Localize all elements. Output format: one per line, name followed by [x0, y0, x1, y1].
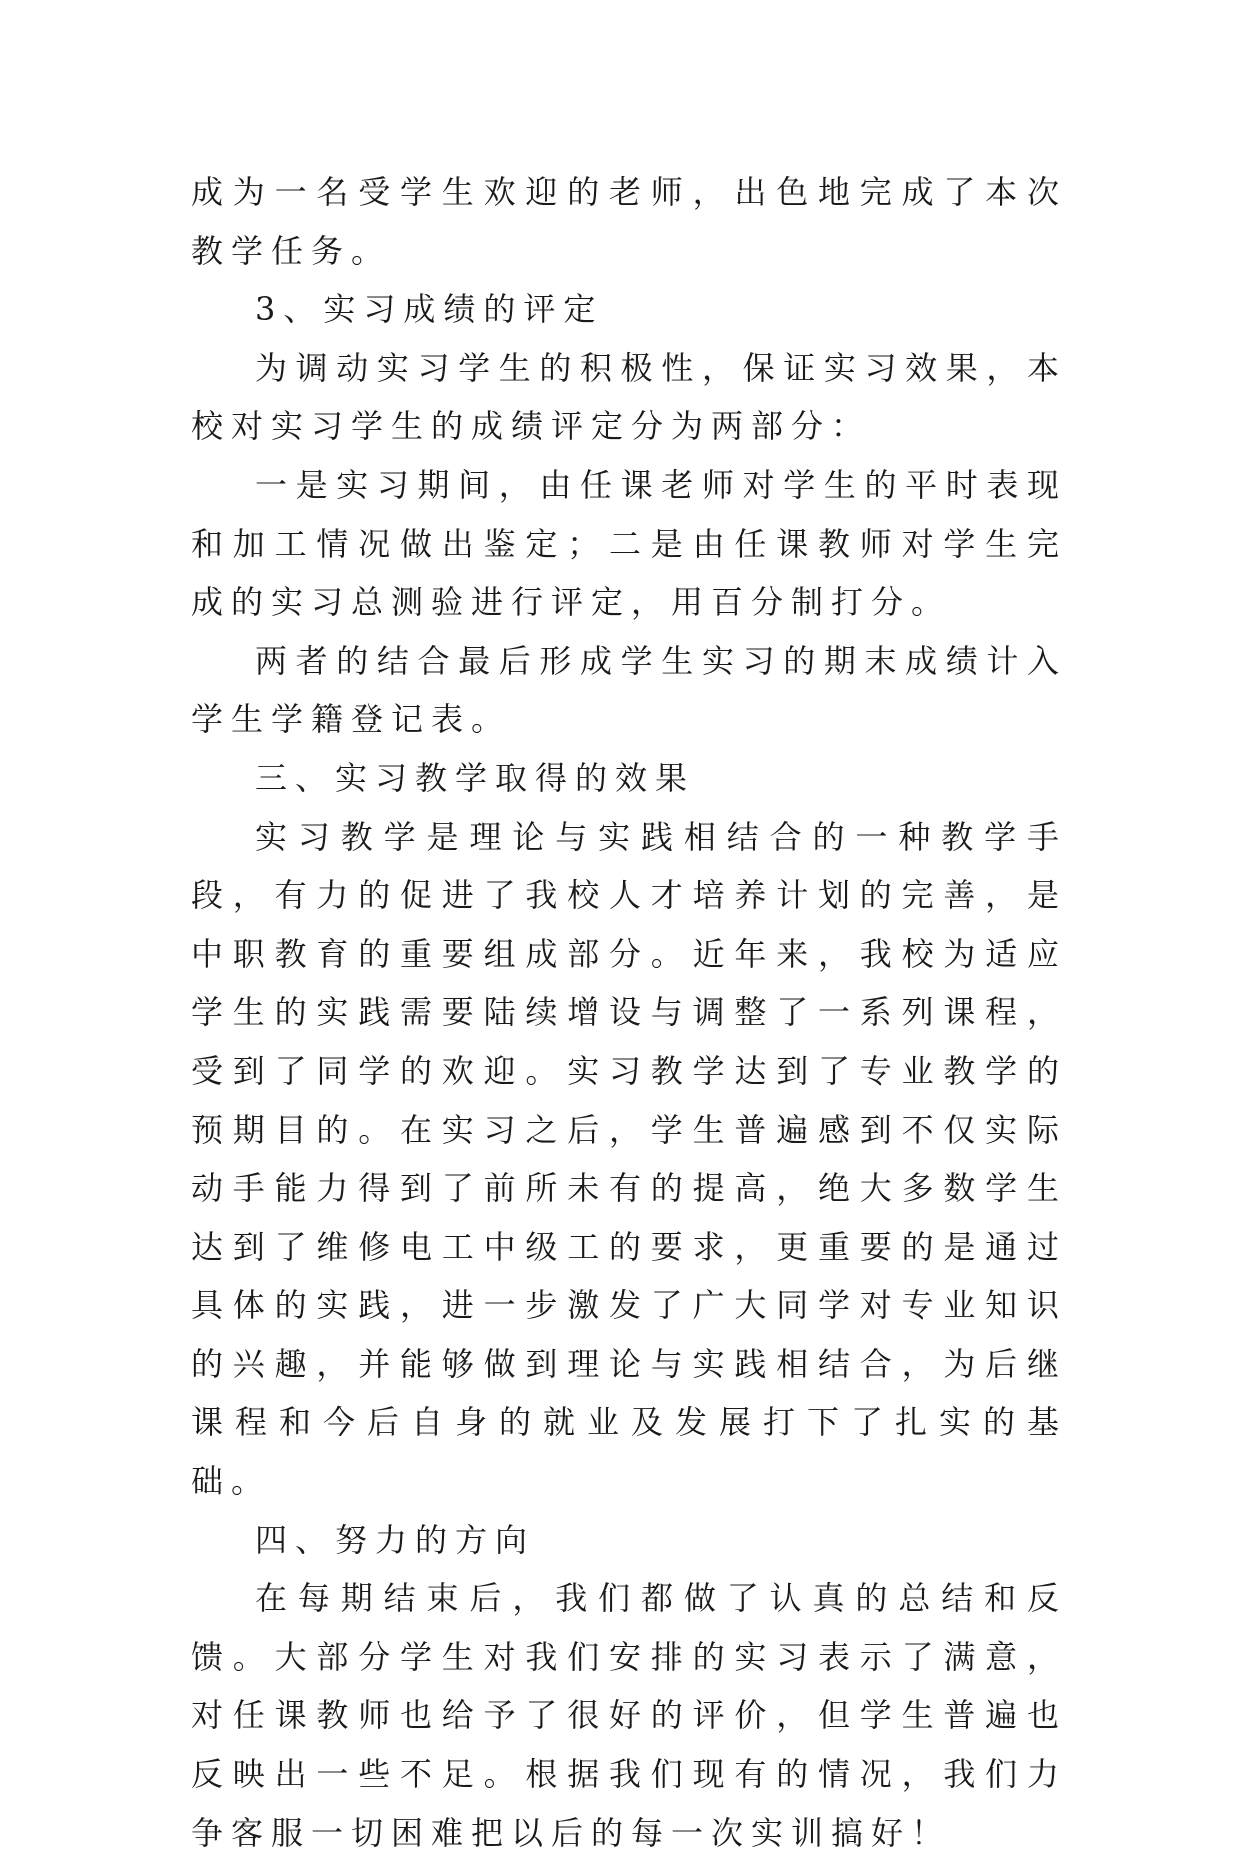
paragraph-final-grade: 两者的结合最后形成学生实习的期末成绩计入学生学籍登记表。	[191, 641, 1067, 739]
paragraph-direction: 在每期结束后，我们都做了认真的总结和反馈。大部分学生对我们安排的实习表示了满意，对任课教师也给予了很好的评价，但学生普遍也反映出一些不足。根据我们现有的情况，我们力争客服一切困难把以后的每一次实训搞好！	[191, 1579, 1067, 1852]
section-heading-results: 三、实习教学取得的效果	[255, 758, 696, 797]
document-body	[191, 163, 1067, 1862]
section-heading-grade-evaluation: 3、实习成绩的评定	[255, 290, 604, 329]
paragraph-evaluation-intro: 为调动实习学生的积极性，保证实习效果，本校对实习学生的成绩评定分为两部分：	[191, 348, 1067, 446]
section-heading-direction: 四、努力的方向	[255, 1520, 536, 1559]
paragraph-evaluation-parts: 一是实习期间，由任课老师对学生的平时表现和加工情况做出鉴定；二是由任课教师对学生完成的实习总测验进行评定，用百分制打分。	[191, 465, 1067, 622]
continuation-paragraph: 成为一名受学生欢迎的老师，出色地完成了本次教学任务。	[191, 173, 1067, 270]
paragraph-results: 实习教学是理论与实践相结合的一种教学手段，有力的促进了我校人才培养计划的完善，是中职教育的重要组成部分。近年来，我校为适应学生的实践需要陆续增设与调整了一系列课程，受到了同学的欢迎。实习教学达到了专业教学的预期目的。在实习之后，学生普遍感到不仅实际动手能力得到了前所未有的提高，绝大多数学生达到了维修电工中级工的要求，更重要的是通过具体的实践，进一步激发了广大同学对专业知识的兴趣，并能够做到理论与实践相结合，为后继课程和今后自身的就业及发展打下了扎实的基础。	[191, 817, 1067, 1501]
